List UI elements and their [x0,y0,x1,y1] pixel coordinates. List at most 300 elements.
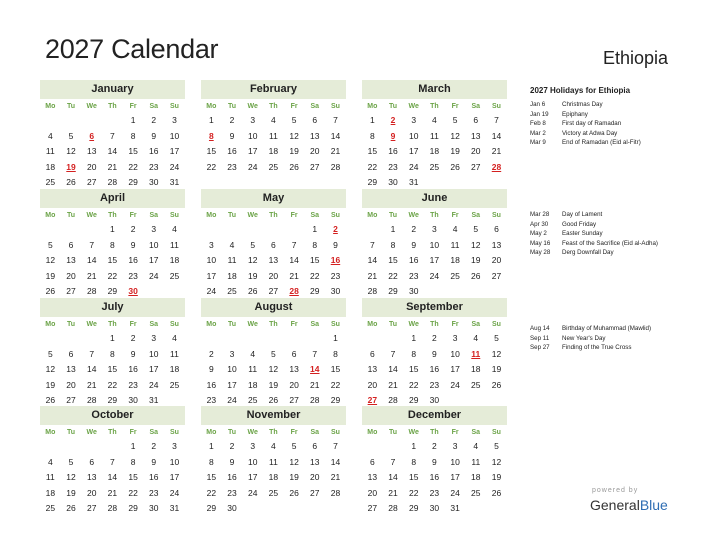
day-cell: 16 [128,255,138,265]
holiday-name: Day of Lament [562,211,603,218]
week-row [40,439,185,455]
day-cell: 24 [227,395,237,405]
day-cell: 22 [330,379,341,390]
weekday-label: Fr [129,103,137,110]
week-row [201,362,346,378]
weekday-label: Tu [67,321,76,328]
month-header: February [201,80,346,99]
day-cell: 10 [408,130,419,141]
day-cell: 22 [128,161,138,172]
weekday-label: Mo [206,212,217,219]
day-cell: 4 [172,224,177,234]
day-cell: 21 [107,161,118,172]
weekday-row [40,101,185,113]
day-cell: 11 [268,130,278,141]
month-june [362,189,507,300]
day-cell: 9 [130,348,136,359]
day-cell: 9 [151,130,157,141]
day-cell: 30 [227,503,237,513]
day-cell: 12 [45,255,56,265]
day-cell: 3 [411,115,417,125]
day-cell: 16 [149,146,159,156]
day-cell: 2 [229,115,235,125]
weekday-label: Tu [389,212,398,219]
week-row [201,439,346,455]
day-cell: 6 [68,348,74,359]
weekday-label: We [247,103,258,110]
day-cell: 11 [170,239,179,250]
day-cell: 29 [408,395,419,405]
weekday-row [40,319,185,331]
day-cell: 27 [491,270,502,281]
holiday-name: Epiphany [562,110,588,118]
month-header: March [362,80,507,99]
holiday-day-cell: 2 [333,224,338,234]
day-cell: 7 [390,456,396,467]
day-cell: 5 [473,224,479,234]
week-row [362,331,507,347]
day-cell [486,501,507,517]
day-cell: 13 [367,472,378,482]
day-cell: 24 [149,379,159,390]
weekday-label: Fr [290,103,298,110]
weekday-label: We [86,429,97,436]
day-cell: 4 [172,333,177,343]
weekday-row [362,210,507,222]
month-november [201,406,346,517]
weekday-label: Fr [129,321,137,328]
day-cell: 2 [130,224,136,234]
day-cell: 16 [206,379,217,390]
day-cell: 25 [429,161,440,172]
day-cell: 8 [411,456,417,467]
day-cell: 21 [107,487,118,498]
week-row [40,129,185,145]
day-cell: 23 [206,395,217,405]
weekday-label: We [408,212,419,219]
weekday-label: Su [330,103,340,110]
day-cell: 1 [130,441,136,451]
week-row [362,144,507,160]
day-cell: 4 [473,441,479,451]
weekday-label: Sa [471,321,481,328]
day-cell: 12 [289,456,299,467]
month-march [362,80,507,191]
country-name: Ethiopia [602,48,668,68]
day-cell: 21 [330,146,341,156]
weekday-label: Sa [471,429,481,436]
holiday-item [530,110,705,120]
day-cell: 11 [471,456,481,467]
day-cell: 19 [45,270,56,281]
weekday-label: Fr [451,212,459,219]
day-cell: 30 [429,503,440,513]
day-cell [242,501,263,517]
week-row [40,113,185,129]
weekday-label: We [86,212,97,219]
day-cell: 2 [130,333,136,343]
weekday-label: Sa [149,212,159,219]
day-cell: 14 [330,456,341,467]
holiday-date: Mar 28 [530,211,550,218]
holidays-title: 2027 Holidays for Ethiopia [530,86,631,95]
day-cell: 11 [170,348,179,359]
day-cell: 18 [471,364,481,374]
day-cell: 20 [310,472,320,482]
holiday-day-cell: 8 [208,130,214,141]
holiday-date: Jan 19 [530,110,549,118]
day-cell [263,222,284,238]
day-cell [383,439,404,455]
weekday-label: Sa [310,103,320,110]
day-cell: 22 [107,270,118,281]
day-cell: 1 [411,333,417,343]
day-cell: 19 [66,487,76,498]
holiday-day-cell: 28 [289,286,299,296]
day-cell: 25 [268,161,279,172]
day-cell: 7 [89,239,95,250]
month-september [362,298,507,409]
day-cell: 29 [310,286,320,296]
week-row [362,470,507,486]
day-cell: 8 [390,239,396,250]
week-row [40,455,185,471]
day-cell: 26 [471,270,481,281]
day-cell: 13 [268,255,279,265]
week-row [40,470,185,486]
day-cell: 1 [110,224,115,234]
day-cell [242,331,263,347]
day-cell: 30 [128,395,138,405]
week-row [201,486,346,502]
day-cell: 26 [491,379,502,390]
day-cell: 19 [289,146,299,156]
day-cell: 8 [312,239,318,250]
day-cell: 22 [408,379,419,390]
day-cell: 23 [227,487,237,498]
day-cell: 17 [149,364,159,374]
month-header: September [362,298,507,317]
holiday-date: Mar 2 [530,129,546,137]
holiday-item [530,229,705,239]
day-cell: 20 [268,270,279,281]
weekday-label: Sa [149,429,159,436]
day-cell: 11 [45,146,55,156]
weekday-label: Su [330,212,340,219]
week-row [362,486,507,502]
month-header: July [40,298,185,317]
week-row [40,222,185,238]
weekday-label: Su [330,429,340,436]
day-cell: 24 [450,487,460,498]
holiday-date: May 2 [530,230,547,238]
day-cell: 27 [268,286,279,296]
day-cell: 19 [491,364,502,374]
day-cell: 26 [289,487,299,498]
day-cell [81,331,102,347]
weekday-label: Sa [310,429,320,436]
holiday-item [530,239,705,249]
day-cell [222,331,243,347]
day-cell: 30 [330,286,341,296]
day-cell: 18 [450,255,460,265]
day-cell: 8 [130,130,136,141]
day-cell [40,331,61,347]
holiday-day-cell: 9 [390,130,396,141]
week-row [40,486,185,502]
holiday-name: First day of Ramadan [562,120,622,128]
day-cell: 22 [206,161,217,172]
day-cell: 20 [66,379,76,390]
day-cell: 12 [450,130,460,141]
day-cell: 10 [206,255,217,265]
holiday-date: Sep 11 [530,334,550,342]
day-cell: 7 [312,348,318,359]
day-cell: 8 [130,456,136,467]
day-cell: 9 [411,239,417,250]
day-cell: 9 [130,239,136,250]
weekday-label: Tu [67,103,76,110]
weekday-label: Mo [367,212,378,219]
weekday-row [201,319,346,331]
weekday-label: Tu [389,321,398,328]
day-cell: 3 [432,224,437,234]
day-cell: 23 [128,270,138,281]
holiday-group [530,100,705,148]
day-cell: 26 [289,161,299,172]
day-cell: 1 [312,224,318,234]
day-cell: 7 [390,348,396,359]
holiday-date: Aug 14 [530,325,550,332]
day-cell: 4 [271,441,276,451]
day-cell [263,501,284,517]
day-cell: 23 [227,161,237,172]
holiday-name: Derg Downfall Day [562,249,614,257]
holiday-date: May 16 [530,239,551,247]
week-row [201,455,346,471]
day-cell: 27 [66,395,76,405]
day-cell: 29 [367,177,378,187]
weekday-label: We [408,429,419,436]
day-cell: 27 [310,487,320,498]
day-cell: 28 [330,161,341,172]
day-cell [102,439,123,455]
holiday-day-cell: 30 [128,286,138,296]
holiday-name: Good Friday [562,220,597,228]
weekday-label: Tu [389,429,398,436]
day-cell: 8 [110,239,115,250]
day-cell: 28 [388,503,398,513]
day-cell: 27 [471,161,481,172]
day-cell: 22 [310,270,320,281]
day-cell: 24 [247,161,258,172]
day-cell: 21 [388,487,398,498]
day-cell: 6 [312,115,318,125]
day-cell: 11 [450,239,460,250]
week-row [362,113,507,129]
day-cell: 29 [107,286,118,296]
weekday-label: We [247,429,258,436]
day-cell [362,439,383,455]
day-cell: 5 [250,239,256,250]
day-cell: 5 [68,130,74,141]
month-header: August [201,298,346,317]
holiday-item [530,324,705,334]
weekday-label: Mo [206,321,217,328]
weekday-label: Th [269,212,278,219]
month-header: May [201,189,346,208]
weekday-label: Tu [228,429,237,436]
day-cell: 9 [432,456,437,467]
weekday-label: Su [491,212,501,219]
weekday-label: Fr [290,429,298,436]
day-cell: 6 [271,239,276,250]
page-title: 2027 Calendar [45,34,219,64]
day-cell [362,331,383,347]
weekday-label: Fr [290,321,298,328]
day-cell: 25 [45,503,56,513]
day-cell: 9 [208,364,214,374]
weekday-label: Sa [471,212,481,219]
week-row [201,160,346,176]
day-cell: 13 [289,364,299,374]
day-cell: 26 [268,395,279,405]
brand-text-general: General [590,497,640,513]
holiday-date: Sep 27 [530,344,550,352]
day-cell: 28 [86,395,97,405]
day-cell: 20 [66,270,76,281]
weekday-label: Sa [471,103,481,110]
week-row [201,253,346,269]
day-cell: 18 [227,270,237,281]
weekday-label: Mo [45,429,56,436]
day-cell: 5 [68,456,74,467]
day-cell: 2 [151,441,157,451]
day-cell: 19 [471,255,481,265]
day-cell: 21 [330,472,341,482]
day-cell: 2 [208,348,214,359]
month-december [362,406,507,517]
day-cell: 12 [471,239,481,250]
brand-logo[interactable] [590,497,668,513]
day-cell: 1 [110,333,115,343]
weekday-label: Mo [45,103,56,110]
weekday-label: Fr [290,212,298,219]
day-cell: 14 [86,255,97,265]
week-row [40,331,185,347]
weekday-row [40,427,185,439]
day-cell: 9 [333,239,338,250]
day-cell: 25 [450,270,460,281]
day-cell: 11 [227,255,237,265]
day-cell: 20 [367,379,378,390]
holiday-name: Finding of the True Cross [562,344,632,352]
day-cell: 14 [289,255,299,265]
day-cell: 12 [45,364,56,374]
holiday-date: Mar 9 [530,139,546,147]
weekday-label: Fr [451,103,459,110]
day-cell: 6 [68,239,74,250]
month-header: January [40,80,185,99]
day-cell: 3 [452,333,458,343]
day-cell: 31 [169,177,180,187]
day-cell [304,331,325,347]
week-row [201,222,346,238]
weekday-label: Mo [367,429,378,436]
day-cell [61,222,82,238]
day-cell: 26 [66,177,76,187]
day-cell: 13 [310,456,320,467]
weekday-label: Su [169,321,179,328]
day-cell [284,222,305,238]
weekday-label: Tu [228,321,237,328]
weekday-label: Sa [149,321,159,328]
weekday-label: Tu [389,103,398,110]
day-cell: 18 [268,146,279,156]
holiday-name: Feast of the Sacrifice (Eid al-Adha) [562,239,658,247]
day-cell: 5 [291,115,297,125]
day-cell: 1 [390,224,396,234]
day-cell: 8 [411,348,417,359]
day-cell [383,331,404,347]
day-cell [362,222,383,238]
day-cell: 24 [429,270,440,281]
day-cell: 3 [172,441,177,451]
week-row [362,253,507,269]
weekday-label: Th [269,429,278,436]
day-cell: 2 [411,224,417,234]
weekday-label: Fr [451,321,459,328]
day-cell: 5 [452,115,458,125]
day-cell: 12 [491,456,502,467]
holiday-item [530,248,705,258]
day-cell: 8 [333,348,338,359]
day-cell: 7 [89,348,95,359]
day-cell: 29 [206,503,217,513]
day-cell: 16 [388,146,398,156]
weekday-label: Tu [228,212,237,219]
day-cell: 30 [149,177,159,187]
day-cell: 15 [310,255,320,265]
day-cell: 18 [169,255,180,265]
weekday-label: Su [169,103,179,110]
day-cell: 22 [206,487,217,498]
day-cell: 4 [47,456,53,467]
day-cell: 26 [247,286,258,296]
week-row [201,129,346,145]
day-cell: 12 [491,348,502,359]
day-cell [81,222,102,238]
day-cell: 3 [172,115,177,125]
holiday-item [530,220,705,230]
day-cell: 28 [388,395,398,405]
day-cell: 3 [250,115,256,125]
day-cell: 15 [367,146,378,156]
day-cell: 1 [130,115,136,125]
week-row [201,331,346,347]
day-cell: 1 [369,115,375,125]
week-row [201,113,346,129]
day-cell: 18 [247,379,258,390]
weekday-row [362,101,507,113]
day-cell: 12 [268,364,279,374]
week-row [201,378,346,394]
day-cell: 15 [408,472,419,482]
day-cell: 6 [369,456,375,467]
week-row [362,269,507,285]
day-cell: 13 [310,130,320,141]
weekday-label: Su [491,321,501,328]
